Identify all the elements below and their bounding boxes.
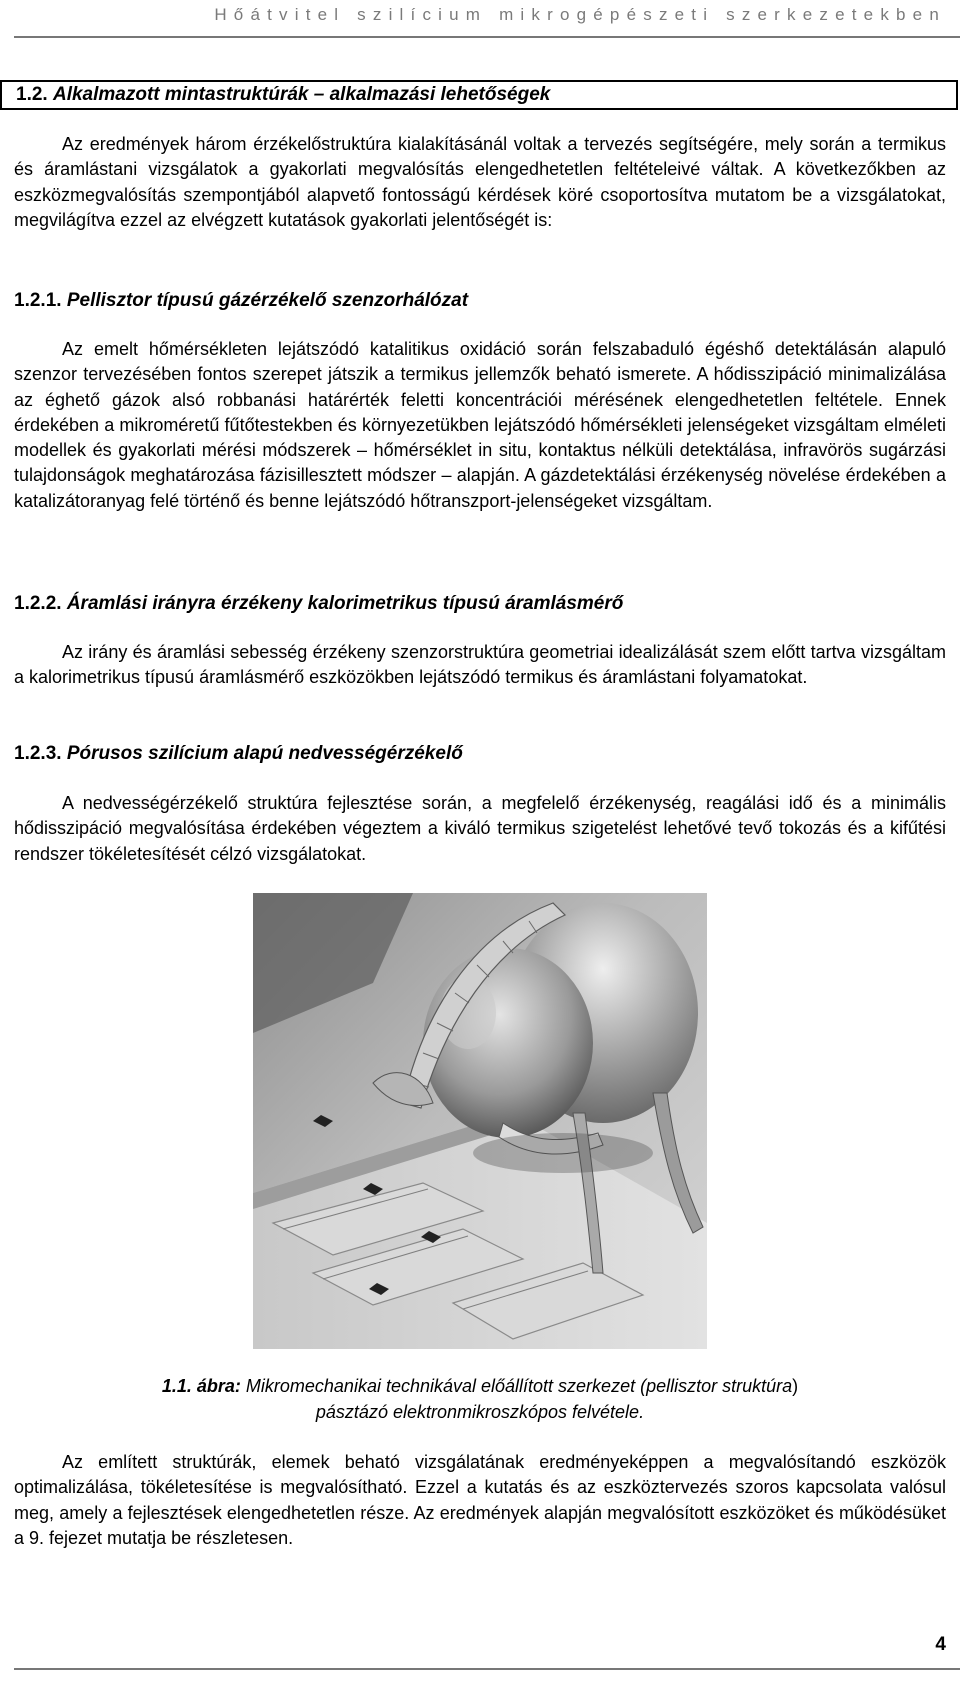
subsection-number: 1.2.1.: [14, 290, 62, 311]
subsection-title: Pellisztor típusú gázérzékelő szenzorhálózat: [66, 290, 469, 311]
subsection-heading-2: [14, 591, 946, 617]
subsection-number: 1.2.3.: [14, 743, 62, 764]
subsection-paragraph-1: Az emelt hőmérsékleten lejátszódó katalitikus oxidáció során felszabaduló égéshő detektálásán alapuló szenzor tervezésében fontos szerepet játszik a termikus jellemzők beható ismerete. A hődisszipáció minimalizálása az éghető gázok alsó robbanási határérték feletti koncentrációi mérésének elengedhetetlen feltétele. Ennek érdekében a mikroméretű fűtőtestekben és környezetükben lejátszódó hőmérsékleti jelenségeket vizsgáltam elméleti modellek és gyakorlati mérési módszerek – hőmérséklet in situ, kontaktus nélküli detektálása, infravörös sugárzási tulajdonságok meghatározása fázisillesztett módszer – alapján. A gázdetektálási érzékenység növelése érdekében a katalizátoranyag felé történő és benne lejátszódó hőtranszport-jelenségeket vizsgáltam.: [14, 339, 946, 511]
subsection-title: Áramlási irányra érzékeny kalorimetrikus típusú áramlásmérő: [66, 593, 624, 614]
header-rule: [14, 36, 960, 38]
running-header: Hőátvitel szilícium mikrogépészeti szerkezetekben: [214, 5, 946, 24]
subsection-paragraph-2: Az irány és áramlási sebesség érzékeny szenzorstruktúra geometriai idealizálását szem előtt tartva vizsgáltam a kalorimetrikus típusú áramlásmérő eszközökben lejátszódó termikus és áramlástani folyamatokat.: [14, 642, 946, 688]
section-number: 1.2.: [16, 84, 48, 105]
subsection-number: 1.2.2.: [14, 593, 62, 614]
closing-paragraph: Az említett struktúrák, elemek beható vizsgálatának eredményeképpen a megvalósítandó eszközök optimalizálása, tökéletesítése is megvalósítható. Ezzel a kutatás és az eszköztervezés szoros kapcsolata valósul meg, amely a fejlesztések elengedhetetlen része. Az eredmények alapján megvalósított eszközöket és működésüket a 9. fejezet mutatja be részletesen.: [14, 1452, 946, 1548]
intro-paragraph: Az eredmények három érzékelőstruktúra kialakításánál voltak a tervezés segítségére, mely során a termikus és áramlástani vizsgálatok a gyakorlati megvalósítás elengedhetetlen feltételeivé váltak. A következőkben az eszközmegvalósítás szempontjából alapvető fontosságú kérdések köré csoportosítva mutatom be a vizsgálatokat, megvilágítva ezzel az elvégzett kutatások gyakorlati jelentőségét is:: [14, 134, 946, 230]
figure-caption: [14, 1373, 946, 1425]
subsection-heading-1: [14, 288, 946, 314]
figure-caption-part2: ): [792, 1376, 799, 1396]
figure-caption-part1: Mikromechanikai technikával előállított szerkezet (: [245, 1376, 647, 1396]
section-title: Alkalmazott mintastruktúrák – alkalmazási lehetőségek: [52, 84, 551, 105]
footer-rule: [14, 1668, 960, 1670]
page-number: 4: [935, 1634, 946, 1655]
figure-caption-line2: pásztázó elektronmikroszkópos felvétele.: [315, 1402, 645, 1422]
figure-caption-emphasis: pellisztor struktúra: [646, 1376, 793, 1396]
figure-label: 1.1. ábra:: [161, 1376, 241, 1396]
subsection-paragraph-3: A nedvességérzékelő struktúra fejlesztése során, a megfelelő érzékenység, reagálási idő és a minimális hődisszipáció megvalósítása érdekében végeztem a kiváló termikus szigetelést lehetővé tevő tokozás és a kifűtési rendszer tökéletesítését célzó vizsgálatokat.: [14, 793, 946, 864]
subsection-title: Pórusos szilícium alapú nedvességérzékelő: [66, 743, 463, 764]
sem-micrograph-image: [253, 893, 707, 1349]
section-heading: [0, 80, 958, 110]
sem-micrograph-figure: [253, 893, 707, 1349]
subsection-heading-3: [14, 741, 946, 767]
